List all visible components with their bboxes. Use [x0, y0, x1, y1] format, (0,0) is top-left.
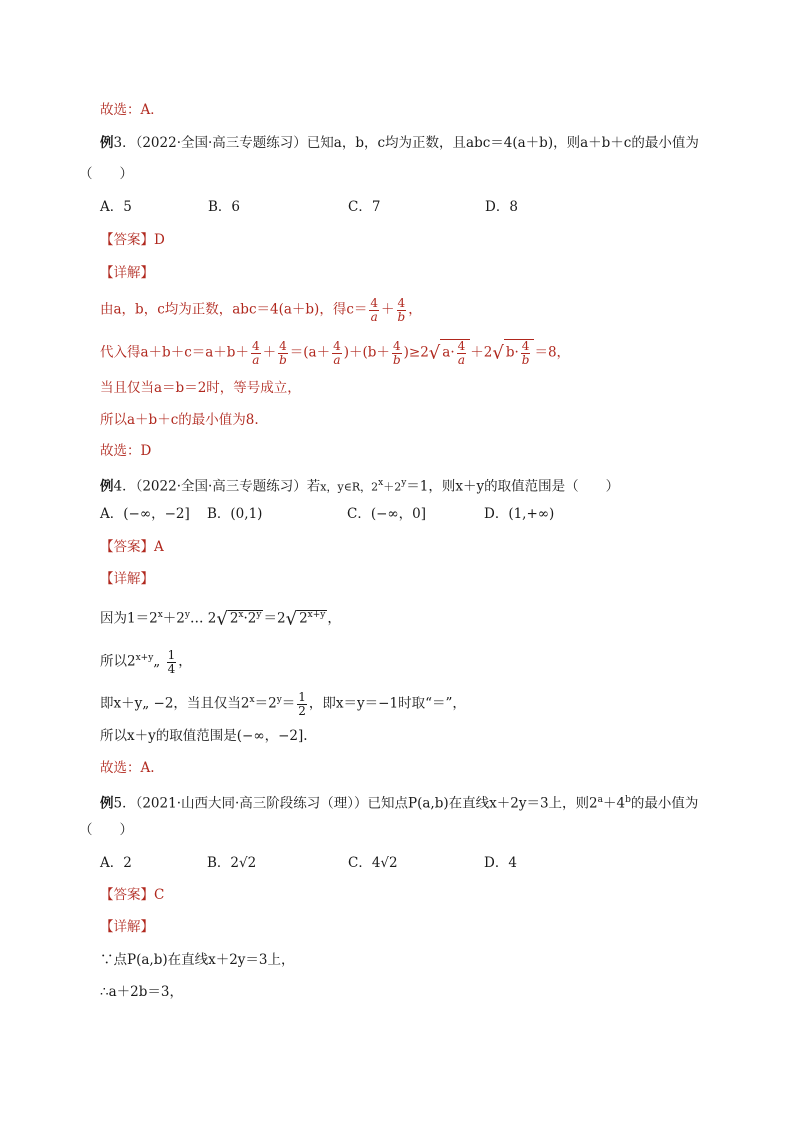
option-b: B．(0,1)	[207, 506, 263, 522]
answer-value: A	[154, 539, 164, 555]
answer-value: D	[154, 232, 165, 248]
fraction: $\frac{4}{a}$	[251, 339, 260, 367]
option-d: D．4	[484, 855, 517, 871]
option-c: C．7	[348, 199, 381, 215]
square-root: b· $\frac{4}{b}$	[504, 339, 535, 366]
square-root: $2^x\cdot 2^y$	[229, 610, 262, 627]
option-b: B．2√2	[207, 855, 257, 871]
example-3-question: 例3．（2022·全国·高三专题练习）已知a，b，c均为正数，且abc＝4(a＋b)，则a＋b＋c的最小值为	[100, 135, 699, 151]
fraction: $\frac{1}{2}$	[298, 689, 306, 718]
example-5-question: 例5．（2021·山西大同·高三阶段练习（理））已知点P(a,b)在直线x＋2y＝3上，则$2^a+4^b$的最小值为	[100, 795, 699, 812]
answer-blank: （ ）	[79, 166, 133, 182]
solution-step: 因为$1=2^x+2^y\dots$ 2√ $2^x\cdot 2^y =2√$ $2^{x+y}$ ，	[100, 608, 341, 630]
option-c: C．4√2	[348, 855, 398, 871]
fraction: $\frac{4}{b}$	[397, 296, 406, 324]
fraction: $\frac{4}{a}$	[370, 296, 379, 324]
example-3-options	[100, 197, 518, 217]
example-label: 例	[100, 478, 114, 495]
answer-line: 【答案】C	[100, 887, 165, 903]
solution-step: 所以x＋y的取值范围是(−∞，−2].	[100, 728, 308, 744]
conclusion-line: 故选：A.	[100, 760, 155, 776]
example-4-question: 例4．（2022·全国·高三专题练习）若x，y∈R，$2^x+2^y=1$，则x＋y的取值范围是（ ）	[100, 478, 620, 495]
answer-value: C	[154, 887, 165, 903]
square-root: a· $\frac{4}{a}$	[440, 339, 470, 366]
answer-line: 【答案】D	[100, 232, 165, 248]
option-a: A．(−∞，−2]	[100, 506, 190, 522]
conclusion-line: 故选：A．	[100, 102, 164, 118]
example-label: 例	[100, 135, 114, 151]
conclusion-line: 故选：D	[100, 443, 152, 459]
example-4-options	[100, 504, 554, 524]
detail-label: 【详解】	[100, 265, 154, 281]
example-label: 例	[100, 795, 114, 812]
example-5-options	[100, 853, 517, 873]
solution-step: ∵点P(a,b)在直线x＋2y＝3上，	[100, 952, 295, 968]
option-a: A．5	[100, 199, 132, 215]
option-a: A．2	[100, 855, 132, 871]
detail-label: 【详解】	[100, 919, 154, 935]
option-d: D．8	[485, 199, 518, 215]
solution-step: 即x＋y„ −2，当且仅当$2^x=2^y=$ $\frac{1}{2}$ ，即x＝y＝−1时取“＝”，	[100, 689, 466, 718]
solution-step: 代入得a＋b＋c＝a＋b＋ $\frac{4}{a}$ ＋ $\frac{4}{b}$ ＝(a＋ $\frac{4}{a}$ )＋(b＋ $\frac{4}{b}$ )≥2√ a· $\frac{4}{a}$ ＋2√ b· $\frac{4}{b}$ ＝8，	[100, 339, 571, 367]
solution-step: 所以a＋b＋c的最小值为8.	[100, 412, 259, 428]
solution-step: 由a，b，c均为正数，abc＝4(a＋b)，得c＝ $\frac{4}{a}$ ＋ $\frac{4}{b}$ ，	[100, 296, 422, 324]
solution-step: 当且仅当a＝b＝2时，等号成立，	[100, 380, 301, 396]
option-b: B．6	[208, 199, 241, 215]
answer-blank: （ ）	[79, 822, 133, 838]
fraction: $\frac{1}{4}$	[167, 647, 176, 676]
answer-line: 【答案】A	[100, 539, 164, 555]
fraction: $\frac{4}{a}$	[333, 339, 341, 367]
fraction: $\frac{4}{b}$	[279, 339, 287, 367]
solution-step: ∴a＋2b＝3，	[100, 984, 183, 1000]
square-root: $2^{x+y}$	[299, 610, 326, 627]
solution-step: 所以$2^{x+y}„$ $\frac{1}{4}$ ，	[100, 647, 192, 676]
fraction: $\frac{4}{b}$	[392, 339, 401, 367]
detail-label: 【详解】	[100, 571, 154, 587]
option-c: C．(−∞，0]	[347, 506, 427, 522]
option-d: D．(1,+∞)	[484, 506, 555, 522]
